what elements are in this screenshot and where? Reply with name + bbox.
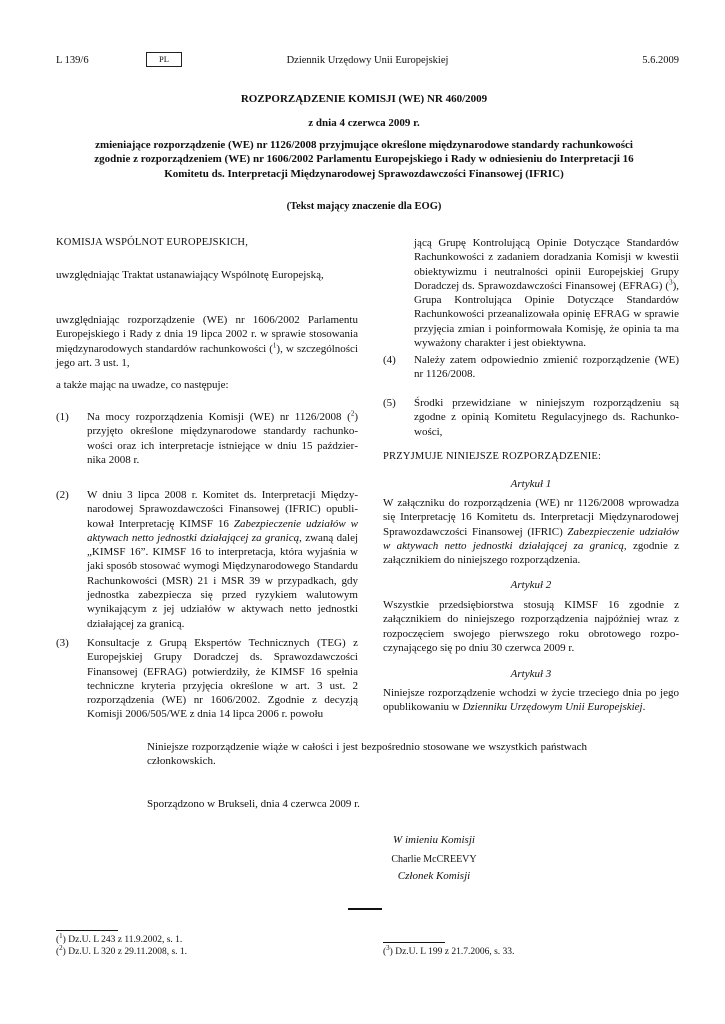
footnote-2: ($^2$) Dz.U. L 320 z 29.11.2008, s. 1. <box>56 943 188 957</box>
footnote-ref-2: 2 <box>350 409 355 418</box>
recital-3: (3) Konsultacje z Grupą Ekspertów Technicznych (TEG) z Europejskiej Grupy Doradczej ds. Sprawozdawczości Finansowej (EFRAG) potwierdziły, że KIMSF 16 spełnia techniczne kryteria przyjęcia określone w art. 3 ust. 2 rozporządzenia (WE) nr 1606/2002. Zgodnie z decyzją Komisji 2006/505/WE z dnia 14 lipca 2006 r. powołu <box>56 637 358 721</box>
end-rule <box>348 908 382 910</box>
eea-relevance: (Tekst mający znaczenie dla EOG) <box>286 201 442 212</box>
footnote-1: ($^1$) Dz.U. L 243 z 11.9.2002, s. 1. <box>56 931 183 945</box>
article-3-text: Niniejsze rozporządzenie wchodzi w życie trzeciego dnia po jego opublikowaniu w Dzienniku Urzędowym Unii Europejskiej. <box>383 687 679 714</box>
commission-line: KOMISJA WSPÓLNOT EUROPEJSKICH, <box>56 237 249 248</box>
recital-regulation: uwzględniając rozporządzenie (WE) nr 1606/2002 Parlamentu Europejskiego i Rady z dnia 19 lipca 2002 r. w sprawie stosowania międzynarodowych standardów rachunkowości ($^1$), w szczególności jego art. 3 ust. 1, <box>56 314 358 369</box>
signatory-role: Członek Komisji <box>397 870 471 882</box>
recital-5: (5) Środki przewidziane w niniejszym rozporządzeniu są zgodne z opinią Komitetu Regulacyjnego ds. Rachunkowości, <box>383 397 679 438</box>
publication-date: 5.6.2009 <box>642 55 679 66</box>
footnote-separator-right <box>383 942 445 943</box>
recital-4: (4) Należy zatem odpowiednio zmienić rozporządzenie (WE) nr 1126/2008. <box>383 354 679 381</box>
done-at: Sporządzono w Brukseli, dnia 4 czerwca 2009 r. <box>147 798 360 810</box>
signatory-name: Charlie McCREEVY <box>391 854 477 865</box>
journal-name: Dziennik Urzędowy Unii Europejskiej <box>286 55 449 66</box>
regulation-title: ROZPORZĄDZENIE KOMISJI (WE) NR 460/2009 <box>240 93 488 105</box>
article-2-text: Wszystkie przedsiębiorstwa stosują KIMSF 16 zgodnie z załącznikiem do niniejszego rozporządzenia najpóźniej wraz z rozpoczęciem swojego pierwszego roku obrotowego rozpoczynającego się po dniu 30 czerwca 2009 r. <box>383 599 679 654</box>
on-behalf-line: W imieniu Komisji <box>393 834 475 846</box>
recital-1: (1) Na mocy rozporządzenia Komisji (WE) nr 1126/2008 ($^2$) przyjęto określone międzynarodowe standardy rachunkowości oraz ich interpretacje istniejące w dniu 15 października 2008 r. <box>56 409 358 466</box>
recital-3-continued: jącą Grupę Kontrolującą Opinie Dotyczące Standardów Rachunkowości z zadaniem doradzania Komisji w kwestii obiektywizmu i neutralności opinii Europejskiej Grupy Doradczej ds. Sprawozdawczości Finansowej (EFRAG) ($^3$), Grupa Kontrolująca Opinie Dotyczące Standardów Rachunkowości przeanalizowała opinię EFRAG w sprawie przyjęcia zmian i poinformowała Komisję, że opinia ta ma wyważony charakter i jest obiektywna. <box>414 237 679 350</box>
regulation-subject: zmieniające rozporządzenie (WE) nr 1126/2008 przyjmujące określone międzynarodowe standardy rachunkowości zgodnie z rozporządzeniem (WE) nr 1606/2002 Parlamentu Europejskiego i Rady w odniesieniu do Interpretacji 16 Komitetu ds. Interpretacji Międzynarodowej Sprawozdawczości Finansowej (IFRIC) <box>94 139 634 180</box>
footnote-ref-1: 1 <box>272 340 277 349</box>
article-2-title: Artykuł 2 <box>510 579 552 591</box>
recital-treaty: uwzględniając Traktat ustanawiający Wspólnotę Europejską, <box>56 269 324 281</box>
footnote-3: ($^3$) Dz.U. L 199 z 21.7.2006, s. 33. <box>383 943 515 957</box>
article-1-title: Artykuł 1 <box>510 478 552 490</box>
article-3-title: Artykuł 3 <box>510 668 552 680</box>
regulation-date: z dnia 4 czerwca 2009 r. <box>308 117 420 129</box>
footnote-separator-left <box>56 930 118 931</box>
language-box: PL <box>146 52 182 67</box>
adopted-line: PRZYJMUJE NINIEJSZE ROZPORZĄDZENIE: <box>383 451 602 462</box>
page-header <box>56 54 679 70</box>
article-1-text: W załączniku do rozporządzenia (WE) nr 1126/2008 wprowadza się Interpretację 16 Komitetu ds. Interpretacji Międzynarodowej Sprawozdawczości Finansowej (IFRIC) Zabezpieczenie udziałów w aktywach netto jednostki działającej za granicą, zgodnie z załącznikiem do niniejszego rozporządzenia. <box>383 497 680 567</box>
binding-clause: Niniejsze rozporządzenie wiąże w całości i jest bezpośrednio stosowane we wszystkich państwach członkowskich. <box>147 741 587 768</box>
oj-series-page: L 139/6 <box>56 55 89 66</box>
footnote-ref-3: 3 <box>669 278 673 287</box>
whereas-line: a także mając na uwadze, co następuje: <box>56 379 229 391</box>
recital-2: (2) W dniu 3 lipca 2008 r. Komitet ds. Interpretacji Międzynarodowej Sprawozdawczości Finansowej (IFRIC) opublikował Interpretację KIMSF 16 Zabezpieczenie udziałów w aktywach netto jednostki działającej za granicą, zwaną dalej „KIMSF 16”. KIMSF 16 to interpretacja, która wyjaśnia w jaki sposób stosować wymogi Międzynarodowego Standardu Rachunkowości (MSR) 21 i MSR 39 w przypadkach, gdy jednostka zabezpiecza się przed ryzykiem walutowym wynikającym z jej udziałów w aktywach netto jednostki działającej za granicą. <box>56 489 359 630</box>
